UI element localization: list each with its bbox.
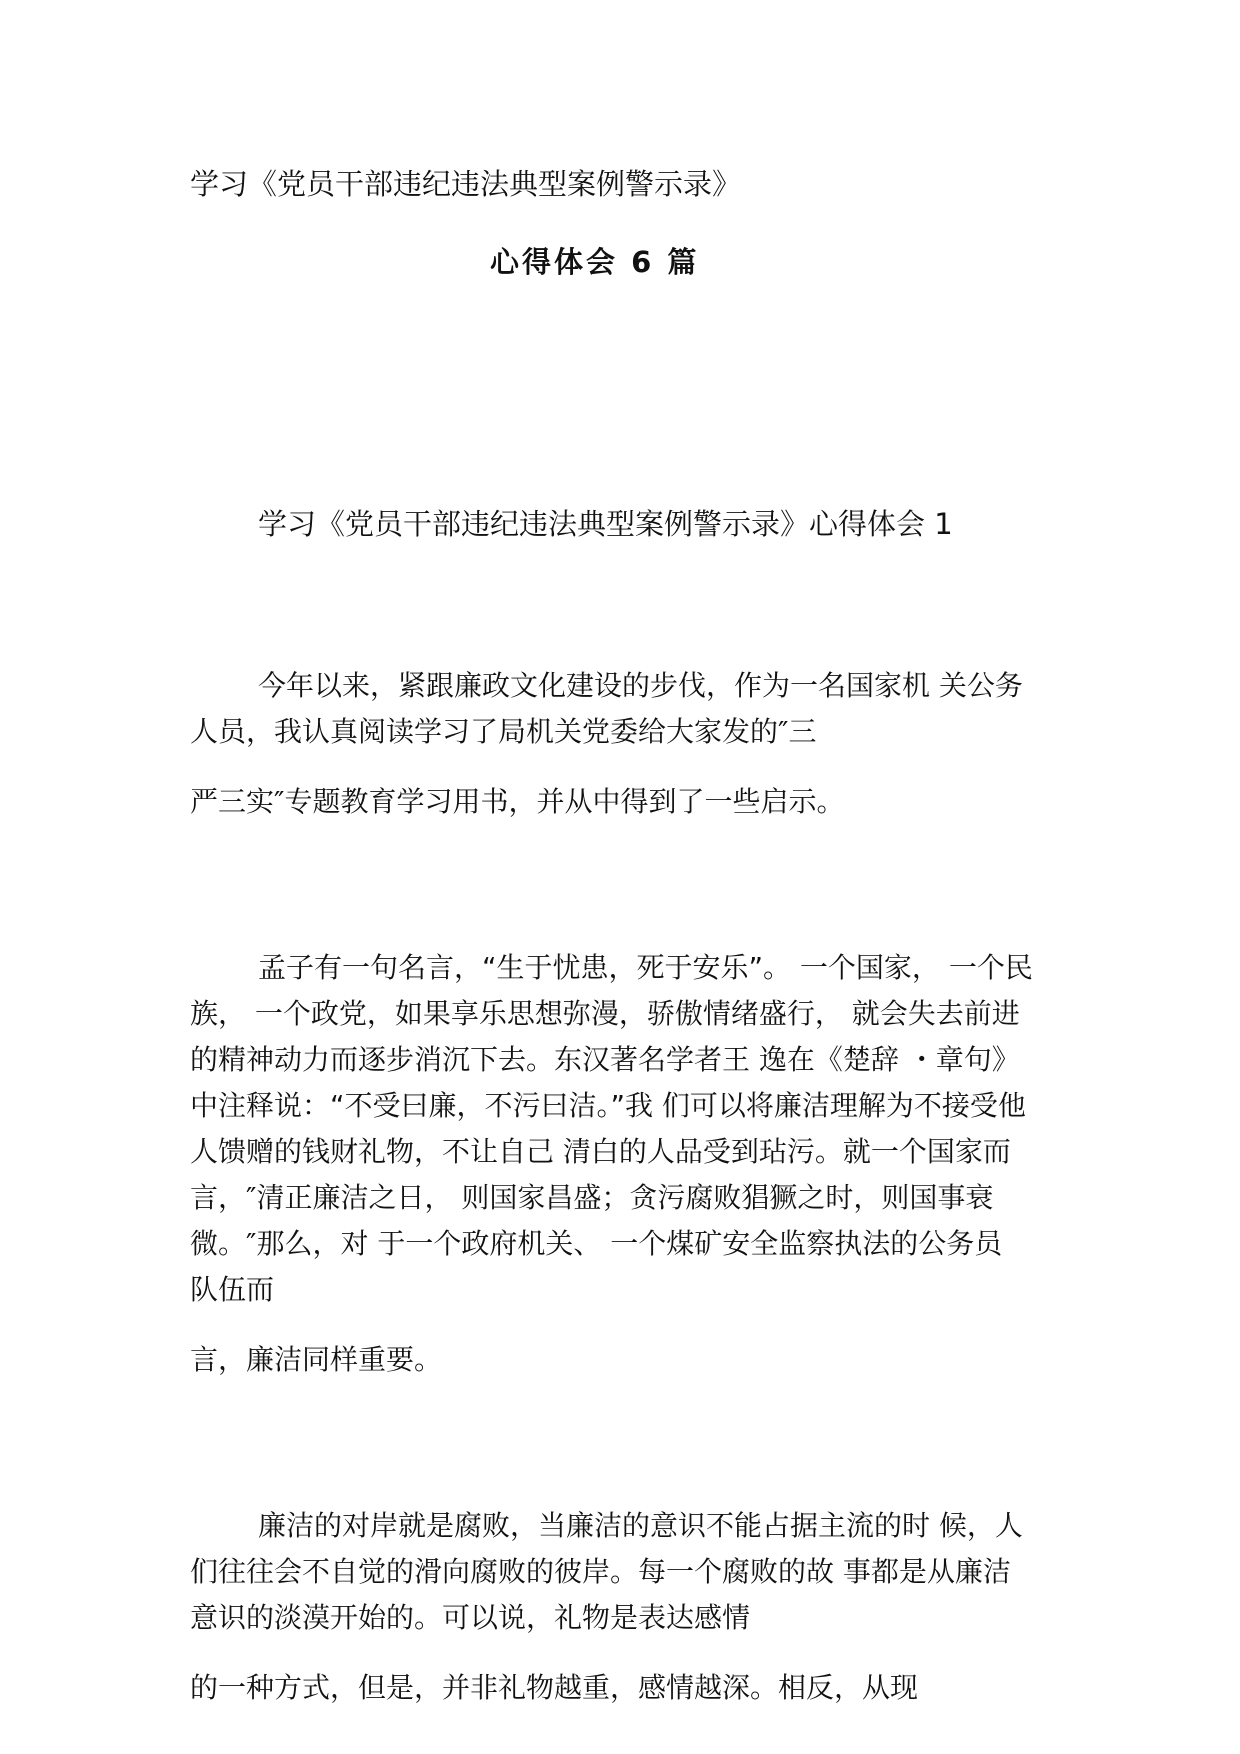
document-title: 学习《党员干部违纪违法典型案例警示录》 bbox=[190, 167, 742, 201]
section-heading: 学习《党员干部违纪违法典型案例警示录》心得体会 1 bbox=[258, 507, 953, 541]
paragraph-line: 人员，我认真阅读学习了局机关党委给大家发的″三 bbox=[190, 715, 817, 748]
paragraph-line: 言，″清正廉洁之日， 则国家昌盛；贪污腐败猖獗之时，则国事衰 bbox=[190, 1181, 994, 1214]
paragraph-line: 的一种方式，但是，并非礼物越重，感情越深。相反，从现 bbox=[190, 1671, 919, 1704]
paragraph-line: 今年以来，紧跟廉政文化建设的步伐，作为一名国家机 关公务 bbox=[258, 669, 1023, 702]
paragraph-line: 微。″那么，对 于一个政府机关、 一个煤矿安全监察执法的公务员 bbox=[190, 1227, 1003, 1260]
document-subtitle: 心得体会 6 篇 bbox=[490, 245, 700, 279]
paragraph-line: 孟子有一句名言，“生于忧患，死于安乐”。 一个国家， 一个民 bbox=[258, 951, 1033, 984]
paragraph-line: 队伍而 bbox=[190, 1273, 275, 1306]
paragraph-line: 的精神动力而逐步消沉下去。东汉著名学者王 逸在《楚辞 ・章句》 bbox=[190, 1043, 1020, 1076]
paragraph-line: 意识的淡漠开始的。可以说，礼物是表达感情 bbox=[190, 1601, 751, 1634]
paragraph-line: 廉洁的对岸就是腐败，当廉洁的意识不能占据主流的时 候，人 bbox=[258, 1509, 1023, 1542]
paragraph-line: 族， 一个政党，如果享乐思想弥漫，骄傲情绪盛行， 就会失去前进 bbox=[190, 997, 1020, 1030]
paragraph-line: 严三实″专题教育学习用书，并从中得到了一些启示。 bbox=[190, 785, 845, 818]
paragraph-line: 人馈赠的钱财礼物，不让自己 清白的人品受到玷污。就一个国家而 bbox=[190, 1135, 1011, 1168]
paragraph-line: 中注释说：“不受曰廉，不污曰洁。”我 们可以将廉洁理解为不接受他 bbox=[190, 1089, 1026, 1122]
paragraph-line: 言，廉洁同样重要。 bbox=[190, 1343, 443, 1376]
paragraph-line: 们往往会不自觉的滑向腐败的彼岸。每一个腐败的故 事都是从廉洁 bbox=[190, 1555, 1011, 1588]
